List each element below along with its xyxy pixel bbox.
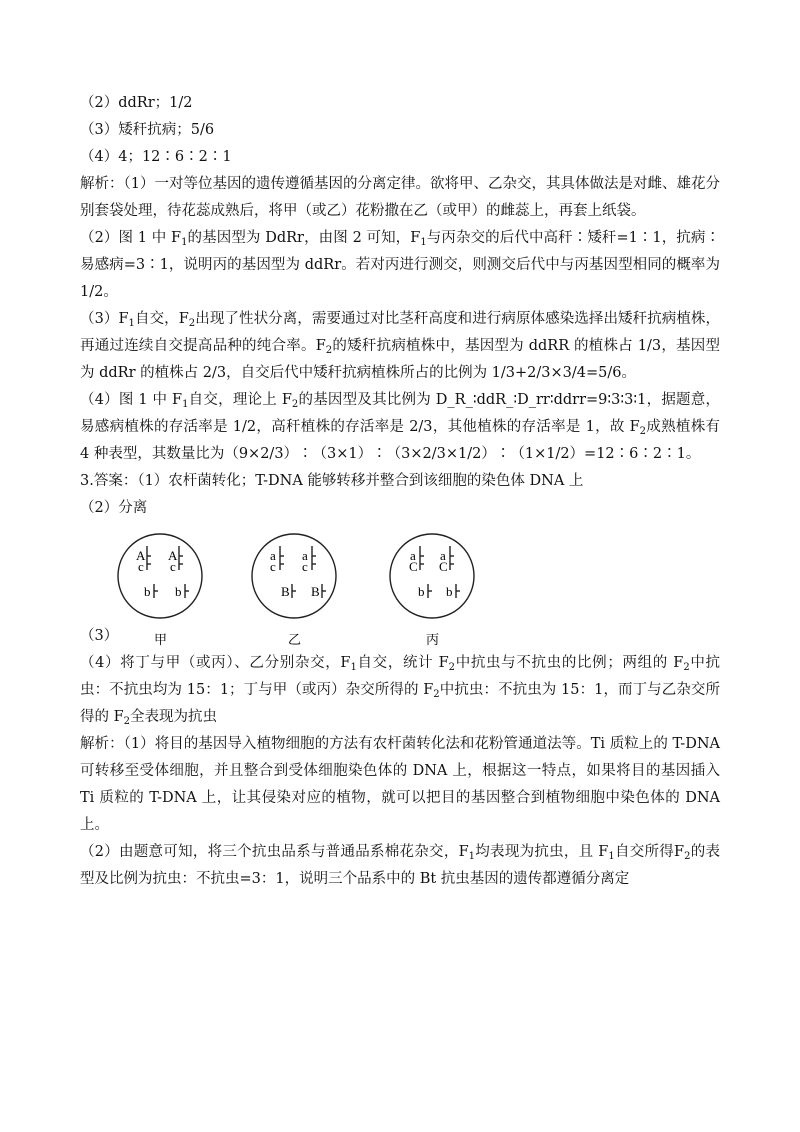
cell-yi <box>252 534 336 648</box>
gene-label: c <box>302 559 308 574</box>
gene-label: b <box>175 584 182 599</box>
gene-label: a <box>270 548 276 563</box>
q3-explanation-1: 解析：（1）将目的基因导入植物细胞的方法有农杆菌转化法和花粉管通道法等。Ti 质粒上的 T-DNA 可转移至受体细胞，并且整合到受体细胞染色体的 DNA 上，根据这一特点，如果将目的基因插入 Ti 质粒的 T-DNA 上，让其侵染对应的植物，就可以把目的基因整合到植物细胞中染色体的 DNA 上。 <box>80 736 720 833</box>
gene-label: c <box>170 559 176 574</box>
gene-label: a <box>410 548 416 563</box>
answer-3: （3）矮秆抗病；5/6 <box>80 122 215 138</box>
chromosome-figure <box>80 526 720 650</box>
cell-bing <box>390 534 474 648</box>
explanation-2: （2）图 1 中 $F_1$的基因型为 DdRr，由图 2 可知，$F_1$与丙杂交的后代中高秆∶矮秆=1∶1，抗病∶易感病=3∶1，说明丙的基因型为 ddRr。若对丙进行测交，则测交后代中与丙基因型相同的概率为 1/2。 <box>80 230 720 300</box>
gene-label: a <box>440 548 446 563</box>
cells-diagram <box>110 526 510 650</box>
gene-label: c <box>270 559 276 574</box>
gene-label: c <box>138 559 144 574</box>
gene-label: b <box>418 584 425 599</box>
q3-answer-3-label: （3） <box>80 628 119 644</box>
answer-2: （2）ddRr；1/2 <box>80 95 193 111</box>
gene-label: B <box>311 584 320 599</box>
gene-label: A <box>136 548 146 563</box>
cell-title: 丙 <box>426 633 440 648</box>
explanation-1: 解析：（1）一对等位基因的遗传遵循基因的分离定律。欲将甲、乙杂交，其具体做法是对雌、雄花分别套袋处理，待花蕊成熟后，将甲（或乙）花粉撒在乙（或甲）的雌蕊上，再套上纸袋。 <box>80 176 720 219</box>
q3-answer-1: 3.答案：（1）农杆菌转化；T-DNA 能够转移并整合到该细胞的染色体 DNA 上 <box>80 473 584 489</box>
gene-label: b <box>446 584 453 599</box>
explanation-4: （4）图 1 中 $F_1$自交，理论上 $F_2$的基因型及其比例为 D_R_∶ddR_∶D_rr∶ddrr=9∶3∶3∶1，据题意，易感病植株的存活率是 1/2，高秆植株的存活率是 2/3，其他植株的存活率是 1，故 $F_2$成熟植株有 4 种表型，其数量比为（9×2/3）∶（3×1）∶（3×2/3×1/2）∶（1×1/2）=12∶6∶2∶1。 <box>80 392 720 462</box>
q3-explanation-2: （2）由题意可知，将三个抗虫品系与普通品系棉花杂交，$F_1$均表现为抗虫，且 $F_1$自交所得$F_2$的表型及比例为抗虫：不抗虫=3：1，说明三个品系中的 Bt 抗虫基因的遗传都遵循分离定 <box>80 844 721 887</box>
q3-answer-4: （4）将丁与甲（或丙）、乙分别杂交，$F_1$自交，统计 $F_2$中抗虫与不抗虫的比例；两组的 $F_2$中抗虫：不抗虫均为 15：1；丁与甲（或丙）杂交所得的 $F_2$中抗虫：不抗虫为 15：1，而丁与乙杂交所得的 $F_2$全表现为抗虫 <box>80 655 721 727</box>
gene-label: A <box>168 548 178 563</box>
gene-label: C <box>439 559 448 574</box>
q3-answer-2: （2）分离 <box>80 500 148 516</box>
document-page <box>80 90 720 893</box>
cell-title: 乙 <box>288 633 302 648</box>
cell-jia <box>118 534 202 648</box>
gene-label: a <box>302 548 308 563</box>
cell-title: 甲 <box>154 633 168 648</box>
explanation-3: $(3)F_1$自交，$F_2$出现了性状分离，需要通过对比茎秆高度和进行病原体感染选择出矮秆抗病植株，再通过连续自交提高品种的纯合率。$F_2$的矮秆抗病植株中，基因型为 ddRR 的植株占 1/3，基因型为 ddRr 的植株占 2/3，自交后代中矮秆抗病植株所占的比例为 1/3+2/3×3/4=5/6。 <box>80 311 721 381</box>
gene-label: B <box>281 584 290 599</box>
answer-4: （4）4；12∶6∶2∶1 <box>80 149 232 165</box>
gene-label: b <box>144 584 151 599</box>
gene-label: C <box>409 559 418 574</box>
